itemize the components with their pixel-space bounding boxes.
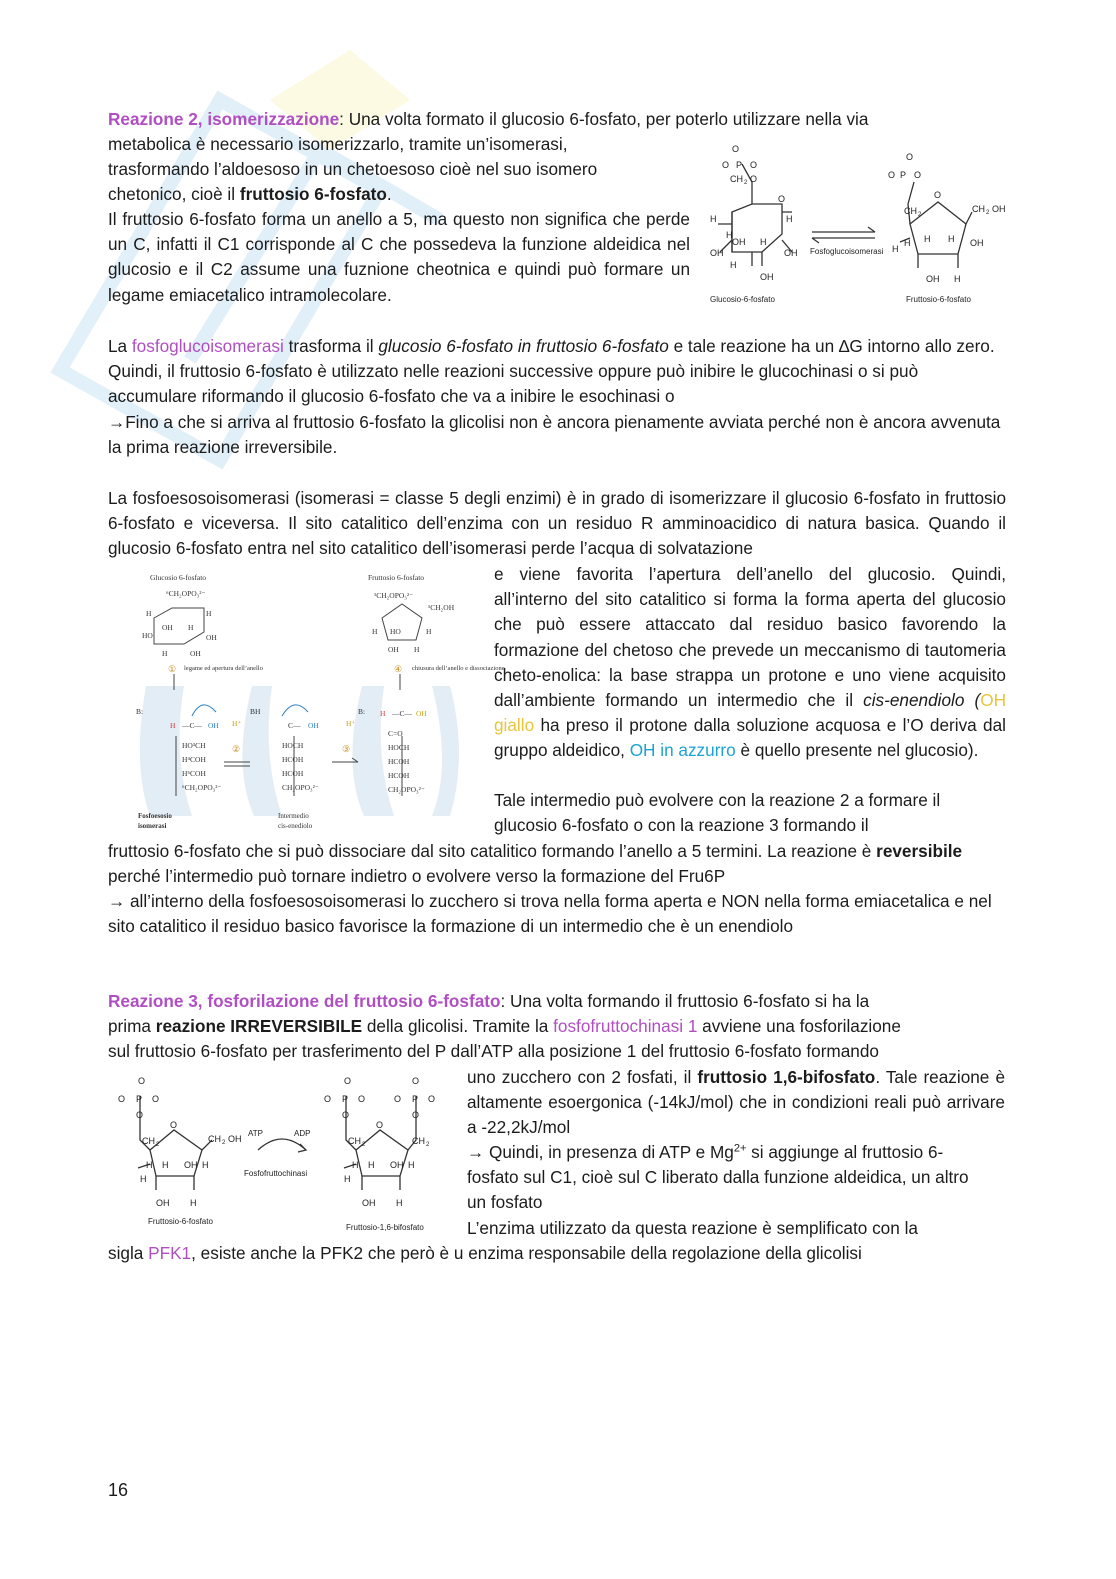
- reaction2-line3: trasformando l’aldoesoso in un chetoesoso cioè nel suo isomero: [108, 159, 598, 179]
- svg-text:H: H: [396, 1198, 403, 1208]
- svg-text:OH: OH: [208, 721, 219, 730]
- svg-text:CH: CH: [208, 1134, 221, 1144]
- svg-text:②: ②: [232, 744, 241, 754]
- svg-text:C—: C—: [288, 721, 301, 730]
- svg-text:OH: OH: [416, 709, 427, 718]
- svg-text:H⁵COH: H⁵COH: [182, 769, 206, 778]
- svg-text:OH: OH: [970, 238, 984, 248]
- svg-text:OH: OH: [228, 1134, 242, 1144]
- svg-text:H: H: [726, 230, 733, 240]
- pfk1-reaction-figure: [112, 1072, 458, 1236]
- svg-text:OH: OH: [206, 633, 217, 642]
- svg-text:OH: OH: [992, 204, 1006, 214]
- reaction3-heading: Reazione 3, fosforilazione del fruttosio 6-fosfato: [108, 991, 501, 1011]
- svg-text:isomerasi: isomerasi: [138, 822, 167, 830]
- svg-text:CH: CH: [730, 174, 743, 184]
- svg-text:P: P: [736, 160, 743, 170]
- svg-text:OH: OH: [162, 623, 173, 632]
- svg-text:B:: B:: [358, 707, 366, 716]
- svg-text:HCOH: HCOH: [282, 755, 304, 764]
- enzyme-label: Fosfoglucoisomerasi: [810, 247, 884, 256]
- svg-text:H⁺: H⁺: [346, 719, 356, 728]
- svg-text:Fosfofruttochinasi: Fosfofruttochinasi: [244, 1169, 308, 1178]
- reaction3-side-2: → Quindi, in presenza di ATP e $Mg^{2+}$ si aggiunge al fruttosio 6-fosfato sul C1, cioè sul C liberato dalla funzione aldeidica, un altro un fosfato: [467, 1142, 969, 1213]
- svg-text:¹CH₂OH: ¹CH₂OH: [428, 603, 455, 612]
- svg-text:HO: HO: [390, 627, 401, 636]
- svg-text:H⁺: H⁺: [232, 719, 242, 728]
- svg-text:H: H: [206, 609, 212, 618]
- svg-text:2: 2: [986, 210, 990, 216]
- svg-text:O: O: [750, 174, 758, 184]
- svg-text:⁶CH₂OPO₃²⁻: ⁶CH₂OPO₃²⁻: [182, 783, 222, 792]
- svg-text:O: O: [732, 144, 740, 154]
- svg-text:ADP: ADP: [294, 1129, 311, 1138]
- svg-text:O: O: [152, 1094, 160, 1104]
- svg-text:H: H: [170, 721, 176, 730]
- svg-text:H: H: [892, 244, 899, 254]
- svg-text:C=O: C=O: [388, 729, 403, 738]
- svg-text:BH: BH: [250, 707, 261, 716]
- svg-text:H: H: [948, 234, 955, 244]
- svg-text:CH₂OPO₃²⁻: CH₂OPO₃²⁻: [388, 785, 425, 794]
- svg-text:2: 2: [362, 1142, 366, 1148]
- svg-text:⁶CH₂OPO₃²⁻: ⁶CH₂OPO₃²⁻: [166, 589, 206, 598]
- svg-text:H: H: [904, 238, 911, 248]
- svg-text:H: H: [202, 1160, 209, 1170]
- svg-text:OH: OH: [390, 1160, 404, 1170]
- svg-text:CH: CH: [348, 1136, 361, 1146]
- svg-text:P: P: [412, 1094, 419, 1104]
- svg-text:H: H: [954, 274, 961, 284]
- svg-text:O: O: [750, 160, 758, 170]
- svg-text:O: O: [722, 160, 730, 170]
- oh-blue-note: OH in azzurro: [629, 740, 736, 761]
- svg-text:HOCH: HOCH: [282, 741, 304, 750]
- svg-text:chiusura dell’anello e dissoci: chiusura dell’anello e dissociazione: [412, 665, 505, 672]
- svg-text:OH: OH: [184, 1160, 198, 1170]
- reaction3-side-3: L’enzima utilizzato da questa reazione è semplificato con la: [467, 1218, 918, 1238]
- svg-text:H: H: [190, 1198, 197, 1208]
- svg-text:Fruttosio-1,6-bifosfato: Fruttosio-1,6-bifosfato: [346, 1223, 424, 1232]
- svg-text:¹CH₂OPO₃²⁻: ¹CH₂OPO₃²⁻: [374, 591, 414, 600]
- svg-text:OH: OH: [308, 721, 319, 730]
- isomerase-paragraph: La fosfoglucoisomerasi trasforma il glucosio 6-fosfato in fruttosio 6-fosfato e tale reazione ha un ∆G intorno allo zero. Quindi, il fruttosio 6-fosfato è utilizzato nelle reazioni successive oppure può inibire le glucochinasi o si può accumulare riformando il glucosio 6-fosfato che va a inibire le esochinasi o: [108, 336, 995, 407]
- arrow-note-1: →Fino a che si arriva al fruttosio 6-fosfato la glicolisi non è ancora pienamente avviata perché non è ancora avvenuta la prima reazione irreversibile.: [108, 412, 1001, 458]
- reaction3-line2: prima reazione IRREVERSIBILE della glicolisi. Tramite la fosfofruttochinasi 1 avviene una fosforilazione: [108, 1016, 901, 1036]
- reaction2-heading: Reazione 2, isomerizzazione: [108, 109, 340, 129]
- mechanism-side-end: Tale intermedio può evolvere con la reazione 2 a formare il glucosio 6-fosfato o con la reazione 3 formando il: [494, 790, 941, 836]
- reaction3-line1: Reazione 3, fosforilazione del fruttosio 6-fosfato: Una volta formando il fruttosio 6-fosfato si ha la: [108, 991, 870, 1011]
- svg-text:cis-enediolo: cis-enediolo: [278, 822, 313, 830]
- svg-text:B:: B:: [136, 707, 144, 716]
- svg-text:H: H: [786, 214, 793, 224]
- svg-text:OH: OH: [784, 248, 798, 258]
- svg-text:H: H: [344, 1174, 351, 1184]
- svg-text:HOCH: HOCH: [388, 743, 410, 752]
- svg-text:HCOH: HCOH: [282, 769, 304, 778]
- svg-text:2: 2: [426, 1142, 430, 1148]
- svg-text:P: P: [900, 170, 907, 180]
- svg-text:O: O: [778, 194, 786, 204]
- svg-text:OH: OH: [760, 272, 774, 282]
- svg-text:O: O: [914, 170, 922, 180]
- isomerization-figure: [700, 142, 1020, 312]
- svg-text:Glucosio-6-fosfato: Glucosio-6-fosfato: [710, 295, 775, 304]
- svg-text:CH: CH: [904, 206, 917, 216]
- svg-text:①: ①: [168, 664, 177, 674]
- svg-text:—C—: —C—: [182, 721, 203, 730]
- svg-text:O: O: [934, 190, 942, 200]
- svg-text:H: H: [188, 623, 194, 632]
- reaction2-line4: chetonico, cioè il fruttosio 6-fosfato.: [108, 184, 392, 204]
- reaction3-last-line: sigla PFK1, esiste anche la PFK2 che però è u enzima responsabile della regolazione della glicolisi: [108, 1243, 862, 1263]
- svg-text:HCOH: HCOH: [388, 771, 410, 780]
- svg-text:O: O: [136, 1110, 144, 1120]
- svg-text:OH: OH: [362, 1198, 376, 1208]
- svg-text:O: O: [394, 1094, 402, 1104]
- svg-text:2: 2: [222, 1140, 226, 1146]
- svg-text:H: H: [426, 627, 432, 636]
- svg-text:2: 2: [156, 1142, 160, 1148]
- oh-yellow-note: OH giallo: [494, 690, 1006, 736]
- reaction2-line2: metabolica è necessario isomerizzarlo, tramite un’isomerasi,: [108, 134, 568, 154]
- svg-text:O: O: [170, 1120, 178, 1130]
- reaction3-line3: sul fruttosio 6-fosfato per trasferimento del P dall’ATP alla posizione 1 del fruttosio 6-fosfato formando: [108, 1041, 879, 1061]
- svg-text:2: 2: [744, 180, 748, 186]
- svg-text:ATP: ATP: [248, 1129, 263, 1138]
- mechanism-continuation: fruttosio 6-fosfato che si può dissociare dal sito catalitico formando l’anello a 5 termini. La reazione è reversibile perché l’intermedio può tornare indietro o evolvere verso la formazione del Fru6P: [108, 841, 963, 887]
- svg-text:Fosfoesosio: Fosfoesosio: [138, 812, 172, 820]
- isomerase-mechanism-figure: [132, 566, 505, 836]
- svg-text:O: O: [324, 1094, 332, 1104]
- svg-text:O: O: [428, 1094, 436, 1104]
- svg-text:Fruttosio-6-fosfato: Fruttosio-6-fosfato: [148, 1217, 213, 1226]
- svg-text:OH: OH: [388, 645, 399, 654]
- fruttosio-6-fosfato-bold: fruttosio 6-fosfato: [239, 184, 387, 204]
- mechanism-side-text: e viene favorita l’apertura dell’anello del glucosio. Quindi, all’interno del sito catalitico si forma la forma aperta del glucosio che può essere attaccato dal residuo basico favorendo la formazione del chetoso che prevede un meccanismo di tautomeria cheto-enolica: la base strappa un protone e uno viene acquisito dall’ambiente formando un intermedio che il cis-enendiolo (OH giallo ha preso il protone dalla soluzione acquosa e l’O deriva dal gruppo aldeidico, OH in azzurro è quello presente nel glucosio).: [494, 564, 1006, 761]
- svg-text:CH: CH: [142, 1136, 155, 1146]
- svg-text:O: O: [412, 1076, 420, 1086]
- svg-text:O: O: [888, 170, 896, 180]
- reaction2-line1: Reazione 2, isomerizzazione: Una volta formato il glucosio 6-fosfato, per poterlo utilizzare nella via: [108, 109, 869, 129]
- svg-text:④: ④: [394, 664, 403, 674]
- svg-text:Fruttosio 6-fosfato: Fruttosio 6-fosfato: [368, 573, 425, 582]
- svg-text:OH: OH: [926, 274, 940, 284]
- svg-text:H: H: [380, 709, 386, 718]
- svg-text:H: H: [414, 645, 420, 654]
- svg-text:O: O: [376, 1120, 384, 1130]
- svg-text:O: O: [118, 1094, 126, 1104]
- svg-text:H: H: [710, 214, 717, 224]
- svg-text:HO: HO: [142, 631, 153, 640]
- svg-text:③: ③: [342, 744, 351, 754]
- svg-text:H: H: [162, 1160, 169, 1170]
- svg-text:legame ed apertura dell’anello: legame ed apertura dell’anello: [184, 665, 263, 672]
- svg-text:HO³CH: HO³CH: [182, 741, 206, 750]
- ring-paragraph: Il fruttosio 6-fosfato forma un anello a 5, ma questo non significa che perde un C, infatti il C1 corrisponde al C che possedeva la funzione aldeidica nel glucosio e il C2 assume una fuznione cheotnica e quindi può formare un legame emiacetalico intramolecolare.: [108, 209, 690, 305]
- svg-text:CH: CH: [972, 204, 985, 214]
- reaction3-side-1: uno zucchero con 2 fosfati, il fruttosio 1,6-bifosfato. Tale reazione è altamente esoergonica (-14kJ/mol) che in condizioni reali può arrivare a -22,2kJ/mol: [467, 1067, 1005, 1138]
- svg-text:O: O: [906, 152, 914, 162]
- svg-text:H: H: [146, 1160, 153, 1170]
- svg-text:H: H: [924, 234, 931, 244]
- svg-text:H: H: [352, 1160, 359, 1170]
- svg-text:H: H: [760, 237, 767, 247]
- svg-text:H⁴COH: H⁴COH: [182, 755, 206, 764]
- svg-text:OH: OH: [190, 649, 201, 658]
- svg-text:Fruttosio-6-fosfato: Fruttosio-6-fosfato: [906, 295, 971, 304]
- svg-text:O: O: [412, 1110, 420, 1120]
- svg-text:2: 2: [918, 212, 922, 218]
- svg-text:CH: CH: [412, 1136, 425, 1146]
- svg-text:H: H: [368, 1160, 375, 1170]
- svg-text:H: H: [408, 1160, 415, 1170]
- enzyme-fosfoglucoisomerasi: fosfoglucoisomerasi: [131, 336, 284, 356]
- arrow-note-2: → all’interno della fosfoesosoisomerasi lo zucchero si trova nella forma aperta e NON nella forma emiacetalica e nel sito catalitico il residuo basico favorisce la formazione di un intermedio che è un enendiolo: [108, 891, 992, 937]
- svg-text:H: H: [162, 649, 168, 658]
- svg-text:H: H: [730, 260, 737, 270]
- svg-text:O: O: [358, 1094, 366, 1104]
- svg-text:H: H: [146, 609, 152, 618]
- svg-text:—C—: —C—: [392, 709, 413, 718]
- mechanism-paragraph: La fosfoesosoisomerasi (isomerasi = classe 5 degli enzimi) è in grado di isomerizzare il glucosio 6-fosfato in fruttosio 6-fosfato e viceversa. Il sito catalitico dell’enzima con un residuo R amminoacidico di natura basica. Quando il glucosio 6-fosfato entra nel sito catalitico dell’isomerasi perde l’acqua di solvatazione: [108, 488, 1006, 559]
- svg-text:Glucosio 6-fosfato: Glucosio 6-fosfato: [150, 573, 207, 582]
- svg-text:H: H: [372, 627, 378, 636]
- svg-text:O: O: [138, 1076, 146, 1086]
- enzyme-pfk1-name: fosfofruttochinasi 1: [553, 1016, 698, 1036]
- pfk1-label: PFK1: [148, 1243, 192, 1263]
- svg-text:P: P: [342, 1094, 349, 1104]
- svg-text:CH₂OPO₃²⁻: CH₂OPO₃²⁻: [282, 783, 319, 792]
- svg-text:Intermedio: Intermedio: [278, 812, 309, 820]
- svg-text:HCOH: HCOH: [388, 757, 410, 766]
- svg-text:OH: OH: [732, 237, 746, 247]
- svg-text:O: O: [344, 1076, 352, 1086]
- svg-text:P: P: [136, 1094, 143, 1104]
- page-number: 16: [108, 1480, 129, 1500]
- svg-text:O: O: [342, 1110, 350, 1120]
- svg-text:H: H: [140, 1174, 147, 1184]
- svg-text:OH: OH: [156, 1198, 170, 1208]
- svg-text:OH: OH: [710, 248, 724, 258]
